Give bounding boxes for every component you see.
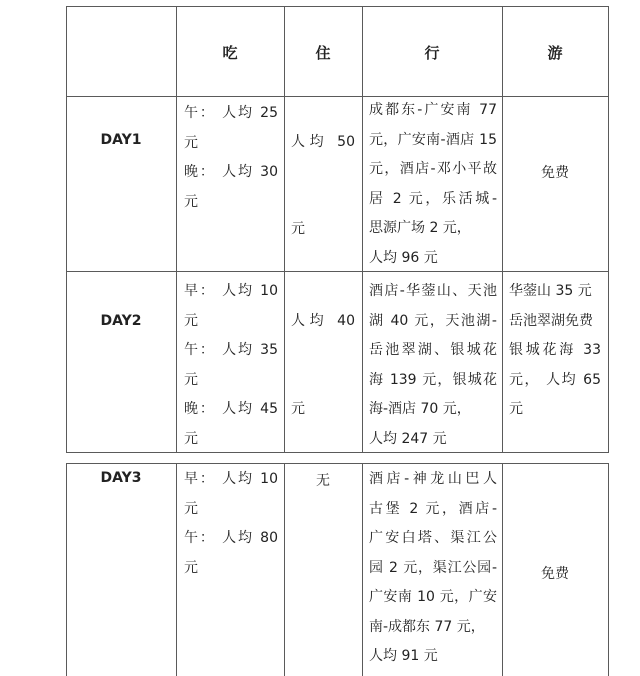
- day2-transport-line: 人均 247 元: [369, 430, 447, 447]
- table-top-border: [66, 6, 608, 7]
- day2-play-line: 岳池翠湖免费: [509, 312, 593, 329]
- day3-eat-line: 元: [184, 500, 198, 517]
- day1-transport-line: 人均 96 元: [369, 249, 438, 266]
- day3-transport-line: 广安南 10 元，广安: [369, 589, 497, 605]
- day2-transport: [369, 277, 497, 454]
- header-stay: 住: [315, 44, 331, 62]
- row2-bottom-border: [66, 452, 608, 453]
- header-transport: 行: [424, 44, 440, 62]
- day1-eat: [184, 99, 278, 217]
- col-line-2-r3: [284, 463, 285, 676]
- day1-transport: [369, 96, 497, 273]
- day2-play-line: 华蓥山 35 元: [509, 283, 592, 299]
- day3-transport-line: 酒店-神龙山巴人: [369, 471, 497, 487]
- day1-eat-line: 元: [184, 134, 198, 151]
- day1-transport-line: 元，酒店-邓小平故: [369, 161, 497, 177]
- day2-transport-line: 岳池翠湖、银城花: [369, 342, 497, 358]
- day2-transport-line: 海 139 元，银城花: [369, 371, 497, 388]
- day1-eat-line: 晚： 人均 30: [184, 164, 278, 180]
- day2-eat: [184, 277, 278, 454]
- day2-label: DAY2: [100, 313, 142, 329]
- header-play: 游: [547, 44, 563, 62]
- day1-label: DAY1: [100, 132, 142, 148]
- day1-transport-line: 元，广安南-酒店 15: [369, 131, 497, 148]
- day1-stay-line: 人均 50: [291, 134, 355, 150]
- day2-play-line: 元: [509, 401, 523, 417]
- col-line-1-r3: [176, 463, 177, 676]
- day3-transport: [369, 465, 497, 672]
- row1-bottom-border: [66, 271, 608, 272]
- day2-play: [509, 277, 601, 425]
- col-line-5: [608, 6, 609, 453]
- day3-play: 免费: [541, 566, 569, 582]
- col-line-1: [176, 6, 177, 453]
- day2-stay-line: 元: [291, 401, 305, 417]
- day3-label: DAY3: [100, 470, 142, 486]
- day3-transport-line: 古堡 2 元，酒店-: [369, 500, 497, 517]
- day3-transport-line: 广安白塔、渠江公: [369, 530, 497, 546]
- day1-transport-line: 居 2 元，乐活城-: [369, 190, 497, 207]
- day3-eat: [184, 465, 278, 583]
- col-line-0-r3: [66, 463, 67, 676]
- header-eat: 吃: [222, 44, 238, 62]
- col-line-2: [284, 6, 285, 453]
- day2-eat-line: 元: [184, 430, 198, 447]
- day2-transport-line: 海-酒店 70 元，: [369, 401, 471, 417]
- day3-transport-line: 南-成都东 77 元，: [369, 618, 485, 635]
- day2-transport-line: 湖 40 元，天池湖-: [369, 312, 497, 329]
- day2-play-line: 元， 人均 65: [509, 371, 601, 388]
- col-line-5-r3: [608, 463, 609, 676]
- day3-eat-line: 午： 人均 80: [184, 530, 278, 546]
- day3-stay: 无: [316, 473, 330, 489]
- day3-eat-line: 元: [184, 559, 198, 576]
- col-line-0: [66, 6, 67, 453]
- header-bottom-border: [66, 96, 608, 97]
- day1-eat-line: 元: [184, 193, 198, 210]
- day2-eat-line: 元: [184, 371, 198, 388]
- day1-transport-line: 成都东-广安南 77: [369, 102, 497, 118]
- day3-eat-line: 早： 人均 10: [184, 471, 278, 487]
- day2-stay-line: 人均 40: [291, 313, 355, 329]
- day2-transport-line: 酒店-华蓥山、天池: [369, 283, 497, 299]
- col-line-4: [502, 6, 503, 453]
- col-line-3: [362, 6, 363, 453]
- day3-transport-line: 园 2 元，渠江公园-: [369, 559, 497, 576]
- day1-transport-line: 思源广场 2 元，: [369, 220, 471, 236]
- day2-eat-line: 晚： 人均 45: [184, 401, 278, 417]
- day3-transport-line: 人均 91 元: [369, 648, 438, 664]
- row3-top-border: [66, 463, 608, 464]
- day1-stay-line: 元: [291, 221, 305, 237]
- day1-eat-line: 午： 人均 25: [184, 105, 278, 121]
- day2-eat-line: 午： 人均 35: [184, 342, 278, 358]
- day2-eat-line: 早： 人均 10: [184, 283, 278, 299]
- col-line-3-r3: [362, 463, 363, 676]
- day2-play-line: 银城花海 33: [509, 342, 601, 358]
- day1-play: 免费: [541, 165, 569, 181]
- day2-eat-line: 元: [184, 312, 198, 329]
